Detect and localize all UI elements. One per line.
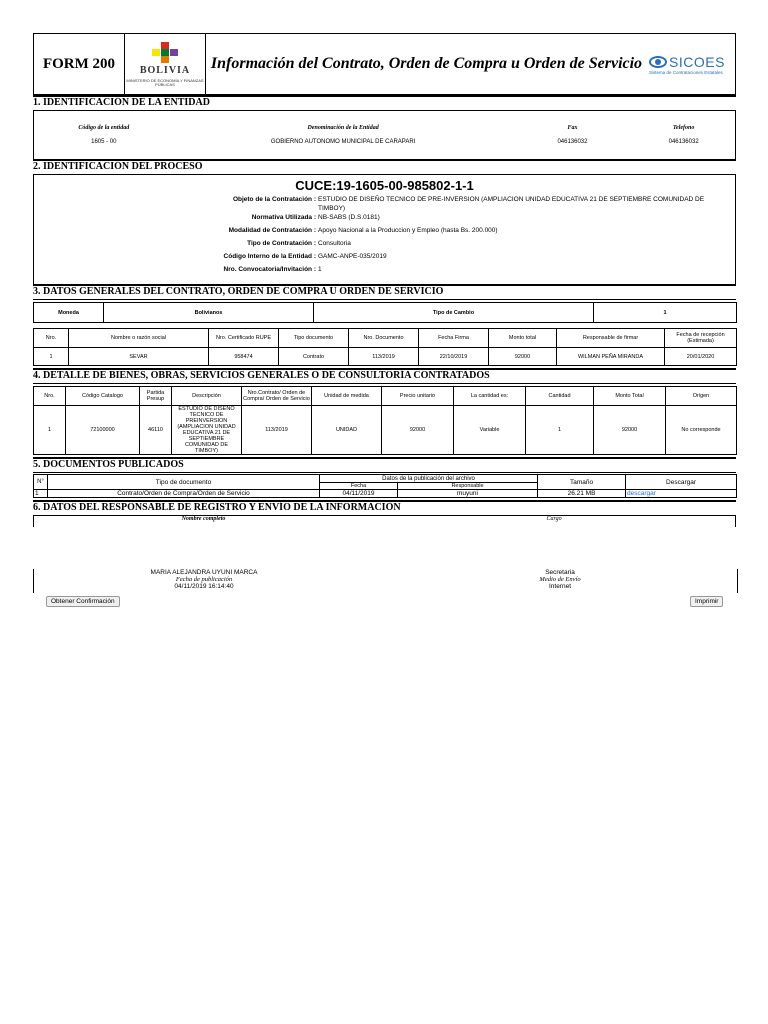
column-header: Fecha <box>320 483 398 490</box>
table-cell: 113/2019 <box>242 406 312 455</box>
position-label: Cargo <box>546 516 562 522</box>
table-cell: 72100000 <box>66 406 140 455</box>
object-label: Objeto de la Contratación : <box>232 196 316 203</box>
column-header: Monto total <box>489 329 557 348</box>
column-header: Nro. Documento <box>349 329 419 348</box>
column-header: N° <box>34 475 48 490</box>
call-number-label: Nro. Convocatoria/Invitación : <box>223 266 316 273</box>
entity-name-label: Denominación de la Entidad <box>307 125 379 131</box>
column-header: Descripción <box>172 387 242 406</box>
column-header: Tipo de documento <box>48 475 320 490</box>
entity-name-value: GOBIERNO AUTONOMO MUNICIPAL DE CARAPARI <box>270 139 416 145</box>
contract-summary-table <box>33 302 737 323</box>
sicoes-eye-icon <box>649 56 667 68</box>
send-method-label: Medio de Envío <box>539 576 581 583</box>
table-cell: Contrato <box>279 348 349 366</box>
ministry-text: MINISTERIO DE ECONOMÍA Y FINANZAS PÚBLICAS <box>126 77 204 87</box>
items-table <box>33 386 737 455</box>
column-header: Origen <box>666 387 737 406</box>
cuce-code: CUCE:19-1605-00-985802-1-1 <box>295 178 474 193</box>
table-cell: 26.21 MB <box>538 490 626 498</box>
process-row <box>34 239 735 252</box>
documents-table <box>33 474 737 498</box>
process-row <box>34 252 735 265</box>
section-5-title: 5. DOCUMENTOS PUBLICADOS <box>33 457 736 473</box>
column-header: Unidad de medida <box>312 387 382 406</box>
modality-value: Apoyo Nacional a la Produccion y Empleo (hasta Bs. 200.000) <box>318 227 498 234</box>
fax-value: 046136032 <box>557 139 588 145</box>
table-cell: 22/10/2019 <box>419 348 489 366</box>
section-6-title: 6. DATOS DEL RESPONSABLE DE REGISTRO Y ENVÍO DE LA INFORMACIÓN <box>33 500 736 516</box>
confirm-button[interactable]: Obtener Confirmación <box>46 596 120 607</box>
table-cell: 958474 <box>209 348 279 366</box>
table-row <box>34 348 737 366</box>
logo-text: BOLIVIA <box>139 64 191 76</box>
currency-label: Moneda <box>34 303 104 323</box>
publish-date-label: Fecha de publicación <box>175 576 233 583</box>
internal-code-label: Código Interno de la Entidad : <box>223 253 316 260</box>
table-header-row <box>34 387 737 406</box>
table-row <box>34 406 737 455</box>
table-cell: 1 <box>526 406 594 455</box>
section-3-title: 3. DATOS GENERALES DEL CONTRATO, ORDEN DE COMPRA U ORDEN DE SERVICIO <box>33 284 736 300</box>
object-value: ESTUDIO DE DISEÑO TECNICO DE PRE-INVERSION (AMPLIACION UNIDAD EDUCATIVA 21 DE SEPTIEMBRE COMUNIDAD DE TIMBOY) <box>318 196 705 212</box>
column-header: Fecha Firma <box>419 329 489 348</box>
sicoes-logo <box>647 34 735 94</box>
table-cell: 20/01/2020 <box>665 348 737 366</box>
contract-type-value: Consultoria <box>318 240 351 247</box>
column-header: Código Catalogo <box>66 387 140 406</box>
responsible-position: Secretaria <box>545 569 575 576</box>
contract-type-label: Tipo de Contratación : <box>247 240 316 247</box>
normative-value: NB-SABS (D.S.0181) <box>318 214 380 221</box>
process-row <box>34 265 735 278</box>
process-row <box>34 226 735 239</box>
process-row <box>34 195 735 213</box>
column-header: Nro. Certificado RUPE <box>209 329 279 348</box>
column-header: Responsable de firmar <box>557 329 665 348</box>
phone-value: 046136032 <box>668 139 699 145</box>
column-header: Responsable <box>398 483 538 490</box>
process-row <box>34 213 735 226</box>
table-cell: Variable <box>454 406 526 455</box>
column-header: Precio unitario <box>382 387 454 406</box>
table-cell: 1 <box>34 348 69 366</box>
entity-info <box>33 111 736 159</box>
table-cell: Contrato/Orden de Compra/Orden de Servicio <box>48 490 320 498</box>
form-sheet <box>33 33 736 527</box>
bolivia-logo <box>125 34 206 94</box>
column-header: Datos de la publicación del archivo <box>320 475 538 483</box>
signature-block <box>33 569 738 593</box>
column-header: Partida Presup <box>140 387 172 406</box>
column-header: Cantidad <box>526 387 594 406</box>
sicoes-subtitle: Sistema de Contrataciones Estatales <box>649 69 723 75</box>
page-title: Información del Contrato, Orden de Compra u Orden de Servicio <box>210 55 643 72</box>
sicoes-text: SICOES <box>669 53 725 70</box>
phone-label: Telefono <box>672 125 695 131</box>
table-cell: UNIDAD <box>312 406 382 455</box>
download-link[interactable]: descargar <box>627 490 656 497</box>
table-cell: 113/2019 <box>349 348 419 366</box>
name-label: Nombre completo <box>181 516 226 522</box>
table-cell: 92000 <box>594 406 666 455</box>
table-cell: 1 <box>34 490 48 498</box>
send-method-value: Internet <box>548 583 572 590</box>
section-2-title: 2. IDENTIFICACIÓN DEL PROCESO <box>33 159 736 175</box>
bolivia-emblem-icon <box>152 42 178 64</box>
table-header-row <box>34 475 737 483</box>
table-header-row <box>34 329 737 348</box>
table-cell: 92000 <box>489 348 557 366</box>
publish-date-value: 04/11/2019 16:14:40 <box>174 583 234 590</box>
entity-code-value: 1605 - 00 <box>91 139 117 145</box>
column-header: Tamaño <box>538 475 626 490</box>
column-header: Descargar <box>626 475 737 490</box>
download-cell <box>626 490 737 498</box>
form-header <box>33 33 736 95</box>
modality-label: Modalidad de Contratación : <box>228 227 316 234</box>
column-header: Nro. <box>34 329 69 348</box>
table-cell: 04/11/2019 <box>320 490 398 498</box>
table-cell: No corresponde <box>666 406 737 455</box>
column-header: Fecha de recepción (Estimada) <box>665 329 737 348</box>
responsible-name: MARIA ALEJANDRA UYUNI MARCA <box>150 569 258 576</box>
fax-label: Fax <box>567 125 578 131</box>
print-button[interactable]: Imprimir <box>690 596 723 607</box>
section-4-title: 4. DETALLE DE BIENES, OBRAS, SERVICIOS GENERALES O DE CONSULTORÍA CONTRATADOS <box>33 368 736 384</box>
exchange-value: 1 <box>594 303 737 323</box>
section-1-title: 1. IDENTIFICACIÓN DE LA ENTIDAD <box>33 95 736 111</box>
column-header: Tipo documento <box>279 329 349 348</box>
currency-value: Bolivianos <box>104 303 314 323</box>
process-info <box>33 175 736 284</box>
call-number-value: 1 <box>318 266 322 273</box>
table-cell: 46110 <box>140 406 172 455</box>
table-cell: SEVAR <box>69 348 209 366</box>
entity-code-label: Código de la entidad <box>78 125 130 131</box>
table-cell: WILMAN PEÑA MIRANDA <box>557 348 665 366</box>
column-header: La cantidad es: <box>454 387 526 406</box>
column-header: Nro.Contrato/ Orden de Compra/ Orden de Servicio <box>242 387 312 406</box>
form-number: FORM 200 <box>34 34 125 94</box>
contract-table <box>33 328 737 366</box>
internal-code-value: GAMC-ANPE-035/2019 <box>318 253 387 260</box>
column-header: Nombre o razón social <box>69 329 209 348</box>
table-row <box>34 490 737 498</box>
normative-label: Normativa Utilizada : <box>251 214 316 221</box>
responsible-labels <box>33 516 736 527</box>
exchange-label: Tipo de Cambio <box>314 303 594 323</box>
table-cell: 1 <box>34 406 66 455</box>
column-header: Nro. <box>34 387 66 406</box>
table-cell: muyuni <box>398 490 538 498</box>
column-header: Monto Total <box>594 387 666 406</box>
table-cell: ESTUDIO DE DISEÑO TECNICO DE PREINVERSION (AMPLIACION UNIDAD EDUCATIVA 21 DE SEPTIEMBRE COMUNIDAD DE TIMBOY) <box>172 406 242 455</box>
table-cell: 92000 <box>382 406 454 455</box>
